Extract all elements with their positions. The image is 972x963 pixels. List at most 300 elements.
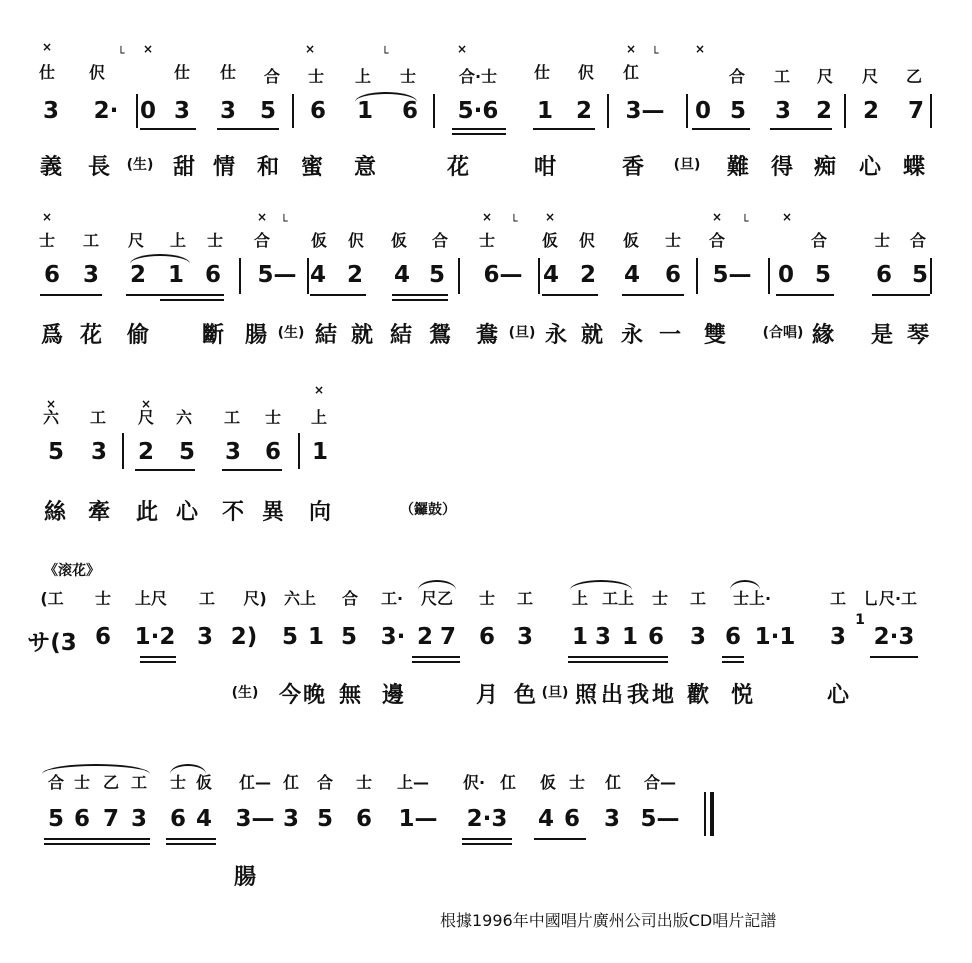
mark: └ bbox=[651, 46, 659, 60]
mark: × bbox=[313, 383, 325, 397]
bar-line bbox=[458, 258, 460, 294]
bar-line bbox=[433, 94, 435, 128]
jianpu-note: 3 bbox=[689, 624, 707, 650]
lyric-char: 邊 bbox=[381, 683, 405, 708]
lyric-char: 我 bbox=[626, 683, 650, 708]
jianpu-note: 0 bbox=[777, 262, 795, 288]
jianpu-note: 5 bbox=[178, 439, 196, 465]
lyric-char: 晚 bbox=[302, 683, 326, 708]
beam bbox=[140, 656, 176, 658]
beam bbox=[126, 294, 224, 296]
slur bbox=[418, 580, 456, 590]
tempo-label: 《滚花》 bbox=[44, 563, 100, 579]
jianpu-note: サ(3 bbox=[27, 630, 77, 656]
lyric-char: 意 bbox=[353, 155, 377, 180]
jianpu-note: 5— bbox=[712, 262, 752, 288]
final-barline-thick bbox=[710, 792, 714, 836]
gongche-char: 工 bbox=[82, 231, 100, 250]
jianpu-note: 1 bbox=[621, 624, 639, 650]
jianpu-note: 3 bbox=[130, 806, 148, 832]
gongche-char: 士 bbox=[94, 589, 112, 608]
gongche-char: 上 bbox=[310, 408, 328, 427]
beam bbox=[140, 661, 176, 663]
mark: × bbox=[142, 42, 154, 56]
jianpu-note: 5 bbox=[47, 806, 65, 832]
gongche-char: 上尺 bbox=[134, 589, 168, 608]
mark: × bbox=[456, 42, 468, 56]
jianpu-note: 5 bbox=[316, 806, 334, 832]
lyric-char: 結 bbox=[314, 323, 338, 348]
jianpu-note: 5 bbox=[340, 624, 358, 650]
gongche-char: 仮 bbox=[622, 231, 640, 250]
jianpu-note: 6 bbox=[664, 262, 682, 288]
gongche-char: 六 bbox=[42, 408, 60, 427]
lyric-char: 腸 bbox=[244, 323, 268, 348]
gongche-char: 仜 bbox=[622, 63, 640, 82]
beam bbox=[135, 469, 195, 471]
bar-line bbox=[307, 258, 309, 294]
beam bbox=[452, 128, 506, 130]
jianpu-note: 4 bbox=[537, 806, 555, 832]
beam bbox=[217, 128, 279, 130]
mark: × bbox=[781, 210, 793, 224]
lyric-char: 鴦 bbox=[475, 323, 499, 348]
bar-line bbox=[239, 258, 241, 294]
lyric-char: 向 bbox=[308, 500, 332, 525]
jianpu-note: 7 bbox=[907, 98, 925, 124]
slur bbox=[570, 580, 632, 590]
gongche-char: 工 bbox=[198, 589, 216, 608]
lyric-char: 心 bbox=[858, 155, 882, 180]
beam bbox=[160, 299, 224, 301]
bar-line bbox=[930, 258, 932, 294]
lyric-char: 永 bbox=[544, 323, 568, 348]
lyric-char: 甜 bbox=[172, 155, 196, 180]
mark: └ bbox=[280, 214, 288, 228]
lyric-char: 斷 bbox=[201, 323, 225, 348]
beam bbox=[534, 838, 586, 840]
jianpu-note: 1 bbox=[536, 98, 554, 124]
jianpu-note: 3 bbox=[224, 439, 242, 465]
beam bbox=[462, 843, 512, 845]
gongche-char: 士 bbox=[478, 231, 496, 250]
bar-line bbox=[298, 433, 300, 469]
jianpu-note: 5 bbox=[259, 98, 277, 124]
beam bbox=[166, 843, 216, 845]
jianpu-note: 3 bbox=[219, 98, 237, 124]
jianpu-note: 1·2 bbox=[134, 624, 176, 650]
beam bbox=[40, 294, 102, 296]
gongche-char: 工 bbox=[689, 589, 707, 608]
lyric-char: 永 bbox=[620, 323, 644, 348]
gongche-char: 合 bbox=[263, 67, 281, 86]
source-note: 根據1996年中國唱片廣州公司出版CD唱片記譜 bbox=[440, 911, 777, 930]
gongche-char: 士 bbox=[307, 67, 325, 86]
jianpu-note: 5 bbox=[814, 262, 832, 288]
score-line-5 bbox=[0, 740, 972, 890]
gongche-char: 士 bbox=[206, 231, 224, 250]
gongche-char: 合 bbox=[253, 231, 271, 250]
score-line-2 bbox=[0, 200, 972, 350]
lyric-char: 歡 bbox=[686, 683, 710, 708]
beam bbox=[412, 661, 460, 663]
mark: └ bbox=[117, 46, 125, 60]
role-label: (合唱) bbox=[762, 325, 804, 341]
lyric-char: 咁 bbox=[533, 155, 557, 180]
lyric-char: 心 bbox=[826, 683, 850, 708]
jianpu-note: 7 bbox=[102, 806, 120, 832]
jianpu-note: 1 bbox=[307, 624, 325, 650]
jianpu-note: 6 bbox=[73, 806, 91, 832]
mark: └ bbox=[381, 46, 389, 60]
gongche-char: 乙 bbox=[905, 67, 923, 86]
beam bbox=[140, 128, 196, 130]
lyric-char: 絲 bbox=[43, 500, 67, 525]
lyric-char: 此 bbox=[135, 500, 159, 525]
gongche-char: 尺 bbox=[816, 67, 834, 86]
jianpu-note: 6 bbox=[478, 624, 496, 650]
jianpu-note: 5 bbox=[911, 262, 929, 288]
gongche-char: 尺 bbox=[861, 67, 879, 86]
gongche-char: 仜 bbox=[282, 773, 300, 792]
jianpu-note: 5— bbox=[640, 806, 680, 832]
gongche-char: 士 bbox=[664, 231, 682, 250]
role-label: (旦) bbox=[673, 157, 701, 173]
mark: × bbox=[41, 210, 53, 224]
jianpu-note: 2) bbox=[230, 624, 258, 650]
slur bbox=[355, 92, 417, 102]
gongche-char: 工 bbox=[130, 773, 148, 792]
bar-line bbox=[930, 94, 932, 128]
jianpu-note: 0 bbox=[694, 98, 712, 124]
jianpu-note: 1 bbox=[311, 439, 329, 465]
gongche-char: 工· bbox=[380, 589, 404, 608]
bar-line bbox=[607, 94, 609, 128]
beam bbox=[462, 838, 512, 840]
gongche-char: 六 bbox=[175, 408, 193, 427]
jianpu-note: 2 bbox=[862, 98, 880, 124]
score-line-4 bbox=[0, 550, 972, 720]
mark: × bbox=[694, 42, 706, 56]
gongche-char: 六上 bbox=[283, 589, 317, 608]
jianpu-note: 0 bbox=[139, 98, 157, 124]
gongche-char: 士 bbox=[568, 773, 586, 792]
gongche-char: 工 bbox=[223, 408, 241, 427]
mark: × bbox=[544, 210, 556, 224]
lyric-char: 緣 bbox=[811, 323, 835, 348]
beam bbox=[722, 656, 744, 658]
jianpu-note: 6 bbox=[94, 624, 112, 650]
gongche-char: 仜 bbox=[604, 773, 622, 792]
gongche-char: 士 bbox=[38, 231, 56, 250]
lyric-char: 月 bbox=[475, 683, 499, 708]
gongche-char: 合 bbox=[810, 231, 828, 250]
gongche-char: 仕 bbox=[38, 63, 56, 82]
gongche-char: 合 bbox=[341, 589, 359, 608]
gongche-char: 仜 bbox=[499, 773, 517, 792]
gongche-char: 士 bbox=[73, 773, 91, 792]
gongche-char: 合— bbox=[643, 773, 677, 792]
jianpu-note: 4 bbox=[393, 262, 411, 288]
percussion-note: （鑼鼓） bbox=[400, 502, 456, 518]
gongche-char: 仮 bbox=[539, 773, 557, 792]
jianpu-note: 6 bbox=[563, 806, 581, 832]
jianpu-note: 4 bbox=[309, 262, 327, 288]
jianpu-note: 2 bbox=[815, 98, 833, 124]
beam bbox=[568, 661, 668, 663]
beam bbox=[622, 294, 684, 296]
beam bbox=[310, 294, 366, 296]
jianpu-note: 4 bbox=[195, 806, 213, 832]
beam bbox=[542, 294, 598, 296]
role-label: (旦) bbox=[508, 325, 536, 341]
beam bbox=[533, 128, 595, 130]
mark: × bbox=[711, 210, 723, 224]
jianpu-note: 3· bbox=[380, 624, 406, 650]
gongche-char: 合 bbox=[728, 67, 746, 86]
lyric-char: 得 bbox=[770, 155, 794, 180]
jianpu-note: 2 bbox=[575, 98, 593, 124]
lyric-char: 鴛 bbox=[428, 323, 452, 348]
beam bbox=[870, 656, 918, 658]
gongche-char: 尺) bbox=[243, 589, 267, 608]
jianpu-note: 6 bbox=[355, 806, 373, 832]
gongche-char: 士 bbox=[264, 408, 282, 427]
jianpu-note: 6 bbox=[204, 262, 222, 288]
lyric-char: 痴 bbox=[813, 155, 837, 180]
score-line-3 bbox=[0, 375, 972, 525]
gongche-char: 工上 bbox=[601, 589, 635, 608]
gongche-char: 士 bbox=[873, 231, 891, 250]
gongche-char: 合 bbox=[431, 231, 449, 250]
lyric-char: 就 bbox=[350, 323, 374, 348]
jianpu-note: 2 bbox=[579, 262, 597, 288]
beam bbox=[412, 656, 460, 658]
bar-line bbox=[136, 94, 138, 128]
gongche-char: 士 bbox=[399, 67, 417, 86]
jianpu-note: 4 bbox=[542, 262, 560, 288]
gongche-char: 合 bbox=[47, 773, 65, 792]
jianpu-note: 7 bbox=[439, 624, 457, 650]
gongche-char: 尺乙 bbox=[420, 589, 454, 608]
beam bbox=[44, 838, 150, 840]
gongche-char: 仮 bbox=[195, 773, 213, 792]
jianpu-note: 4 bbox=[623, 262, 641, 288]
gongche-char: 工 bbox=[773, 67, 791, 86]
jianpu-note: 3 bbox=[173, 98, 191, 124]
lyric-char: 難 bbox=[726, 155, 750, 180]
jianpu-note: 3 bbox=[82, 262, 100, 288]
gongche-char: 上 bbox=[169, 231, 187, 250]
mark: × bbox=[304, 42, 316, 56]
gongche-char: 上— bbox=[396, 773, 430, 792]
jianpu-note: 6— bbox=[483, 262, 523, 288]
jianpu-note: 6 bbox=[43, 262, 61, 288]
gongche-char: 仕 bbox=[533, 63, 551, 82]
mark: × bbox=[45, 397, 57, 411]
gongche-char: 伬 bbox=[88, 63, 106, 82]
jianpu-note: 5 bbox=[281, 624, 299, 650]
bar-line bbox=[538, 258, 540, 294]
lyric-char: 義 bbox=[39, 155, 63, 180]
lyric-char: 心 bbox=[175, 500, 199, 525]
jianpu-note: 1 bbox=[356, 98, 374, 124]
jianpu-note: 3 bbox=[829, 624, 847, 650]
lyric-char: 色 bbox=[513, 683, 537, 708]
jianpu-note: 3— bbox=[235, 806, 275, 832]
gongche-char: 士上· bbox=[732, 589, 772, 608]
gongche-char: 合·士 bbox=[458, 67, 498, 86]
beam bbox=[452, 133, 506, 135]
lyric-char: 偷 bbox=[126, 323, 150, 348]
role-label: (生) bbox=[126, 157, 154, 173]
beam bbox=[222, 469, 282, 471]
lyric-char: 地 bbox=[651, 683, 675, 708]
jianpu-note: 5 bbox=[428, 262, 446, 288]
lyric-char: 不 bbox=[221, 500, 245, 525]
jianpu-note: 1·1 bbox=[754, 624, 796, 650]
lyric-char: 和 bbox=[256, 155, 280, 180]
gongche-char: 合 bbox=[708, 231, 726, 250]
lyric-char: 情 bbox=[212, 155, 236, 180]
jianpu-note: 2 bbox=[129, 262, 147, 288]
mark: └ bbox=[741, 214, 749, 228]
jianpu-note: 1— bbox=[398, 806, 438, 832]
jianpu-note: 6 bbox=[724, 624, 742, 650]
gongche-char: 伬 bbox=[578, 231, 596, 250]
gongche-char: 合 bbox=[316, 773, 334, 792]
gongche-char: 仕 bbox=[173, 63, 191, 82]
gongche-char: 乙 bbox=[102, 773, 120, 792]
mark: └ bbox=[510, 214, 518, 228]
jianpu-note: 2·3 bbox=[466, 806, 508, 832]
grace-note: 1 bbox=[855, 612, 865, 628]
beam bbox=[44, 843, 150, 845]
jianpu-note: 5 bbox=[729, 98, 747, 124]
bar-line bbox=[768, 258, 770, 294]
lyric-char: 今 bbox=[278, 683, 302, 708]
gongche-char: 仕 bbox=[219, 63, 237, 82]
jianpu-note: 2· bbox=[93, 98, 119, 124]
beam bbox=[770, 128, 832, 130]
mark: × bbox=[41, 40, 53, 54]
gongche-char: 工 bbox=[829, 589, 847, 608]
gongche-char: (工 bbox=[40, 589, 64, 608]
gongche-char: 伬· bbox=[462, 773, 486, 792]
gongche-char: 合 bbox=[909, 231, 927, 250]
gongche-char: 士 bbox=[478, 589, 496, 608]
gongche-char: 上 bbox=[354, 67, 372, 86]
lyric-char: 悦 bbox=[730, 683, 754, 708]
jianpu-note: 3 bbox=[774, 98, 792, 124]
jianpu-note: 5— bbox=[257, 262, 297, 288]
bar-line bbox=[292, 94, 294, 128]
jianpu-note: 2 bbox=[346, 262, 364, 288]
mark: × bbox=[256, 210, 268, 224]
jianpu-note: 2·3 bbox=[873, 624, 915, 650]
role-label: (旦) bbox=[541, 685, 569, 701]
jianpu-note: 1 bbox=[167, 262, 185, 288]
jianpu-note: 6 bbox=[309, 98, 327, 124]
jianpu-note: 3 bbox=[603, 806, 621, 832]
gongche-char: 工 bbox=[89, 408, 107, 427]
lyric-char: 出 bbox=[600, 683, 624, 708]
gongche-char: 士 bbox=[651, 589, 669, 608]
lyric-char: 是 bbox=[870, 323, 894, 348]
gongche-char: 仮 bbox=[541, 231, 559, 250]
gongche-char: 伬 bbox=[347, 231, 365, 250]
jianpu-note: 2 bbox=[416, 624, 434, 650]
lyric-char: 雙 bbox=[703, 323, 727, 348]
lyric-char: 長 bbox=[87, 155, 111, 180]
gongche-char: 乚尺·工 bbox=[862, 589, 918, 608]
mark: × bbox=[625, 42, 637, 56]
lyric-char: 香 bbox=[621, 155, 645, 180]
role-label: (生) bbox=[231, 685, 259, 701]
final-barline-thin bbox=[704, 792, 706, 836]
lyric-char: 照 bbox=[574, 683, 598, 708]
jianpu-note: 3 bbox=[90, 439, 108, 465]
jianpu-note: 3 bbox=[516, 624, 534, 650]
gongche-char: 仜— bbox=[238, 773, 272, 792]
jianpu-note: 6 bbox=[169, 806, 187, 832]
jianpu-note: 5 bbox=[47, 439, 65, 465]
jianpu-note: 1 bbox=[571, 624, 589, 650]
lyric-char: 無 bbox=[338, 683, 362, 708]
mark: × bbox=[481, 210, 493, 224]
gongche-char: 工 bbox=[516, 589, 534, 608]
gongche-char: 仮 bbox=[310, 231, 328, 250]
lyric-char: 花 bbox=[446, 155, 470, 180]
slur bbox=[130, 254, 190, 264]
lyric-char: 牽 bbox=[87, 500, 111, 525]
slur bbox=[730, 580, 760, 590]
gongche-char: 上 bbox=[571, 589, 589, 608]
lyric-char: 琴 bbox=[906, 323, 930, 348]
jianpu-note: 2 bbox=[137, 439, 155, 465]
gongche-char: 伬 bbox=[577, 63, 595, 82]
lyric-char: 一 bbox=[658, 323, 682, 348]
beam bbox=[722, 661, 744, 663]
beam bbox=[776, 294, 834, 296]
jianpu-note: 6 bbox=[875, 262, 893, 288]
jianpu-note: 5·6 bbox=[457, 98, 499, 124]
lyric-char: 蝶 bbox=[902, 155, 926, 180]
lyric-char: 結 bbox=[389, 323, 413, 348]
beam bbox=[692, 128, 750, 130]
beam bbox=[166, 838, 216, 840]
jianpu-note: 6 bbox=[647, 624, 665, 650]
beam bbox=[568, 656, 668, 658]
beam bbox=[392, 294, 448, 296]
lyric-char: 爲 bbox=[40, 323, 64, 348]
jianpu-note: 6 bbox=[401, 98, 419, 124]
jianpu-note: 3 bbox=[196, 624, 214, 650]
mark: × bbox=[140, 397, 152, 411]
lyric-char: 花 bbox=[79, 323, 103, 348]
jianpu-note: 6 bbox=[264, 439, 282, 465]
gongche-char: 士 bbox=[169, 773, 187, 792]
gongche-char: 士 bbox=[355, 773, 373, 792]
lyric-char: 異 bbox=[261, 500, 285, 525]
gongche-char: 尺 bbox=[127, 231, 145, 250]
jianpu-note: 3 bbox=[594, 624, 612, 650]
role-label: (生) bbox=[277, 325, 305, 341]
bar-line bbox=[122, 433, 124, 469]
bar-line bbox=[696, 258, 698, 294]
lyric-char: 腸 bbox=[233, 865, 257, 890]
lyric-char: 就 bbox=[580, 323, 604, 348]
